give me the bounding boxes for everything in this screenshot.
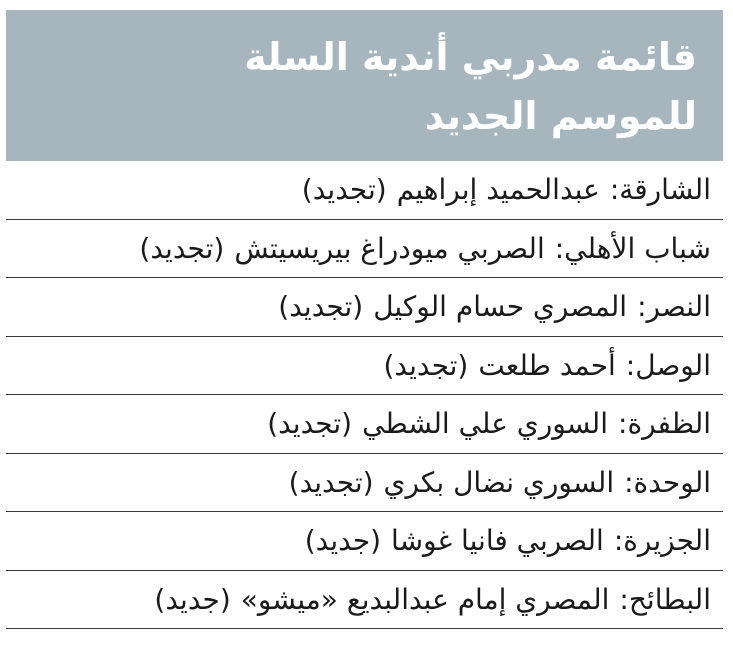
- contract-status: (تجديد): [301, 173, 387, 207]
- coaches-list-card: [6, 10, 723, 629]
- coach-name: السوري علي الشطي: [362, 407, 608, 441]
- separator: :: [619, 582, 629, 616]
- club-name: شباب الأهلي: [564, 231, 711, 265]
- coaches-list: [6, 161, 723, 629]
- contract-status: (تجديد): [383, 348, 469, 382]
- coach-name: المصري حسام الوكيل: [373, 290, 628, 324]
- club-name: الظفرة: [627, 407, 711, 441]
- contract-status: (جديد): [154, 582, 231, 616]
- header-title-line-1: قائمة مدربي أندية السلة: [244, 35, 697, 79]
- list-item: [6, 161, 723, 220]
- club-name: الشارقة: [619, 173, 711, 207]
- list-item: [6, 454, 723, 513]
- club-name: الوصل: [635, 348, 711, 382]
- coach-name: الصربي ميودراغ بيريسيتش: [234, 231, 545, 265]
- club-name: البطائح: [628, 582, 711, 616]
- header-title-line-2: للموسم الجديد: [424, 94, 697, 138]
- list-item: [6, 278, 723, 337]
- coach-name: المصري إمام عبدالبديع «ميشو»: [240, 582, 610, 616]
- separator: :: [613, 524, 624, 558]
- coach-name: أحمد طلعت: [478, 348, 616, 382]
- contract-status: (تجديد): [288, 465, 374, 499]
- coach-name: عبدالحميد إبراهيم: [396, 173, 600, 207]
- list-item: [6, 337, 723, 396]
- coach-name: الصربي فانيا غوشا: [391, 524, 604, 558]
- separator: :: [618, 407, 628, 441]
- contract-status: (تجديد): [278, 290, 364, 324]
- separator: :: [637, 290, 647, 324]
- list-item: [6, 571, 723, 630]
- separator: :: [554, 231, 565, 265]
- separator: :: [609, 173, 620, 207]
- list-item: [6, 220, 723, 279]
- club-name: النصر: [646, 290, 711, 324]
- contract-status: (جديد): [304, 524, 382, 558]
- separator: :: [624, 465, 634, 499]
- coach-name: السوري نضال بكري: [383, 465, 615, 499]
- header-banner: [6, 10, 723, 161]
- contract-status: (تجديد): [139, 231, 225, 265]
- list-item: [6, 512, 723, 571]
- contract-status: (تجديد): [267, 407, 353, 441]
- club-name: الجزيرة: [623, 524, 711, 558]
- list-item: [6, 395, 723, 454]
- club-name: الوحدة: [633, 465, 711, 499]
- separator: :: [625, 348, 636, 382]
